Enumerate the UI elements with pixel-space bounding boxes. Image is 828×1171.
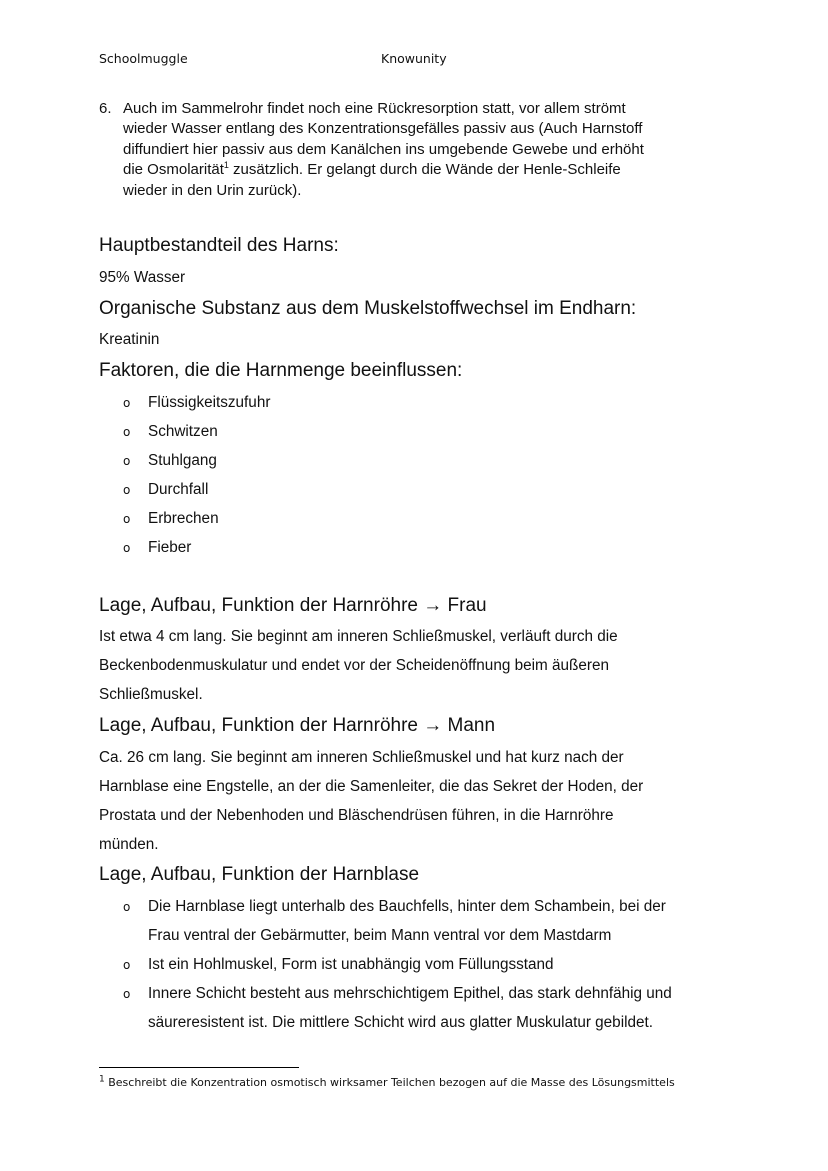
item6-paragraph [123,99,644,201]
text-line: Beckenbodenmuskulatur und endet vor der Scheidenöffnung beim äußeren [99,657,609,674]
bullet-icon: o [123,900,131,914]
bullet-icon: o [123,958,131,972]
item6-line: Auch im Sammelrohr findet noch eine Rückresorption statt, vor allem strömt [123,100,626,117]
footnote-text: Beschreibt die Konzentration osmotisch wirksamer Teilchen bezogen auf die Masse des Lösungsmittels [104,1076,675,1089]
header-left: Schoolmuggle [99,51,188,66]
header-center: Knowunity [381,51,447,66]
heading-bladder: Lage, Aufbau, Funktion der Harnblase [99,864,420,885]
text-line: Harnblase eine Engstelle, an der die Samenleiter, die das Sekret der Hoden, der [99,778,644,795]
heading-urethra-female: Lage, Aufbau, Funktion der Harnröhre → Frau [99,595,487,616]
list-item: Erbrechen [148,510,219,527]
text-line: Prostata und der Nebenhoden und Bläschendrüsen führen, in die Harnröhre [99,807,614,824]
list-item-line: Ist ein Hohlmuskel, Form ist unabhängig vom Füllungsstand [148,956,554,973]
text-main-component: 95% Wasser [99,269,186,286]
list-item: Flüssigkeitszufuhr [148,394,271,411]
bullet-icon: o [123,512,131,526]
text-line: Ist etwa 4 cm lang. Sie beginnt am inneren Schließmuskel, verläuft durch die [99,628,618,645]
list-item-line: Frau ventral der Gebärmutter, beim Mann ventral vor dem Mastdarm [148,927,612,944]
footnote [99,1076,675,1089]
list-item: Stuhlgang [148,452,217,469]
item6-line: wieder in den Urin zurück). [123,181,302,199]
list-item-line: Die Harnblase liegt unterhalb des Bauchfells, hinter dem Schambein, bei der [148,898,666,915]
item6-line: wieder Wasser entlang des Konzentrationsgefälles passiv aus (Auch Harnstoff [123,120,643,138]
item6-line: die Osmolarität$^1$ zusätzlich. Er gelangt durch die Wände der Henle-Schleife [123,160,621,179]
list-item: Fieber [148,539,192,556]
footnote-mark: 1 [99,1074,105,1085]
bullet-icon: o [123,987,131,1001]
heading-main-component: Hauptbestandteil des Harns: [99,235,339,256]
bullet-icon: o [123,425,131,439]
bullet-icon: o [123,396,131,410]
list-item: Durchfall [148,481,209,498]
bullet-icon: o [123,483,131,497]
text-line: Schließmuskel. [99,686,203,703]
item-number: 6. [99,100,112,117]
footnote-divider [99,1067,299,1068]
text-line: münden. [99,836,159,853]
bullet-icon: o [123,541,131,555]
bullet-icon: o [123,454,131,468]
heading-urethra-male: Lage, Aufbau, Funktion der Harnröhre → Mann [99,715,496,736]
footnote-ref: 1 [223,160,229,171]
text-organic: Kreatinin [99,331,160,348]
list-item-line: säureresistent ist. Die mittlere Schicht wird aus glatter Muskulatur gebildet. [148,1014,654,1031]
text-line: Ca. 26 cm lang. Sie beginnt am inneren Schließmuskel und hat kurz nach der [99,749,624,766]
list-item-line: Innere Schicht besteht aus mehrschichtigem Epithel, das stark dehnfähig und [148,985,672,1002]
heading-organic: Organische Substanz aus dem Muskelstoffwechsel im Endharn: [99,298,637,319]
item6-line: diffundiert hier passiv aus dem Kanälchen ins umgebende Gewebe und erhöht [123,140,644,158]
list-item: Schwitzen [148,423,218,440]
heading-factors: Faktoren, die die Harnmenge beeinflussen: [99,360,463,381]
